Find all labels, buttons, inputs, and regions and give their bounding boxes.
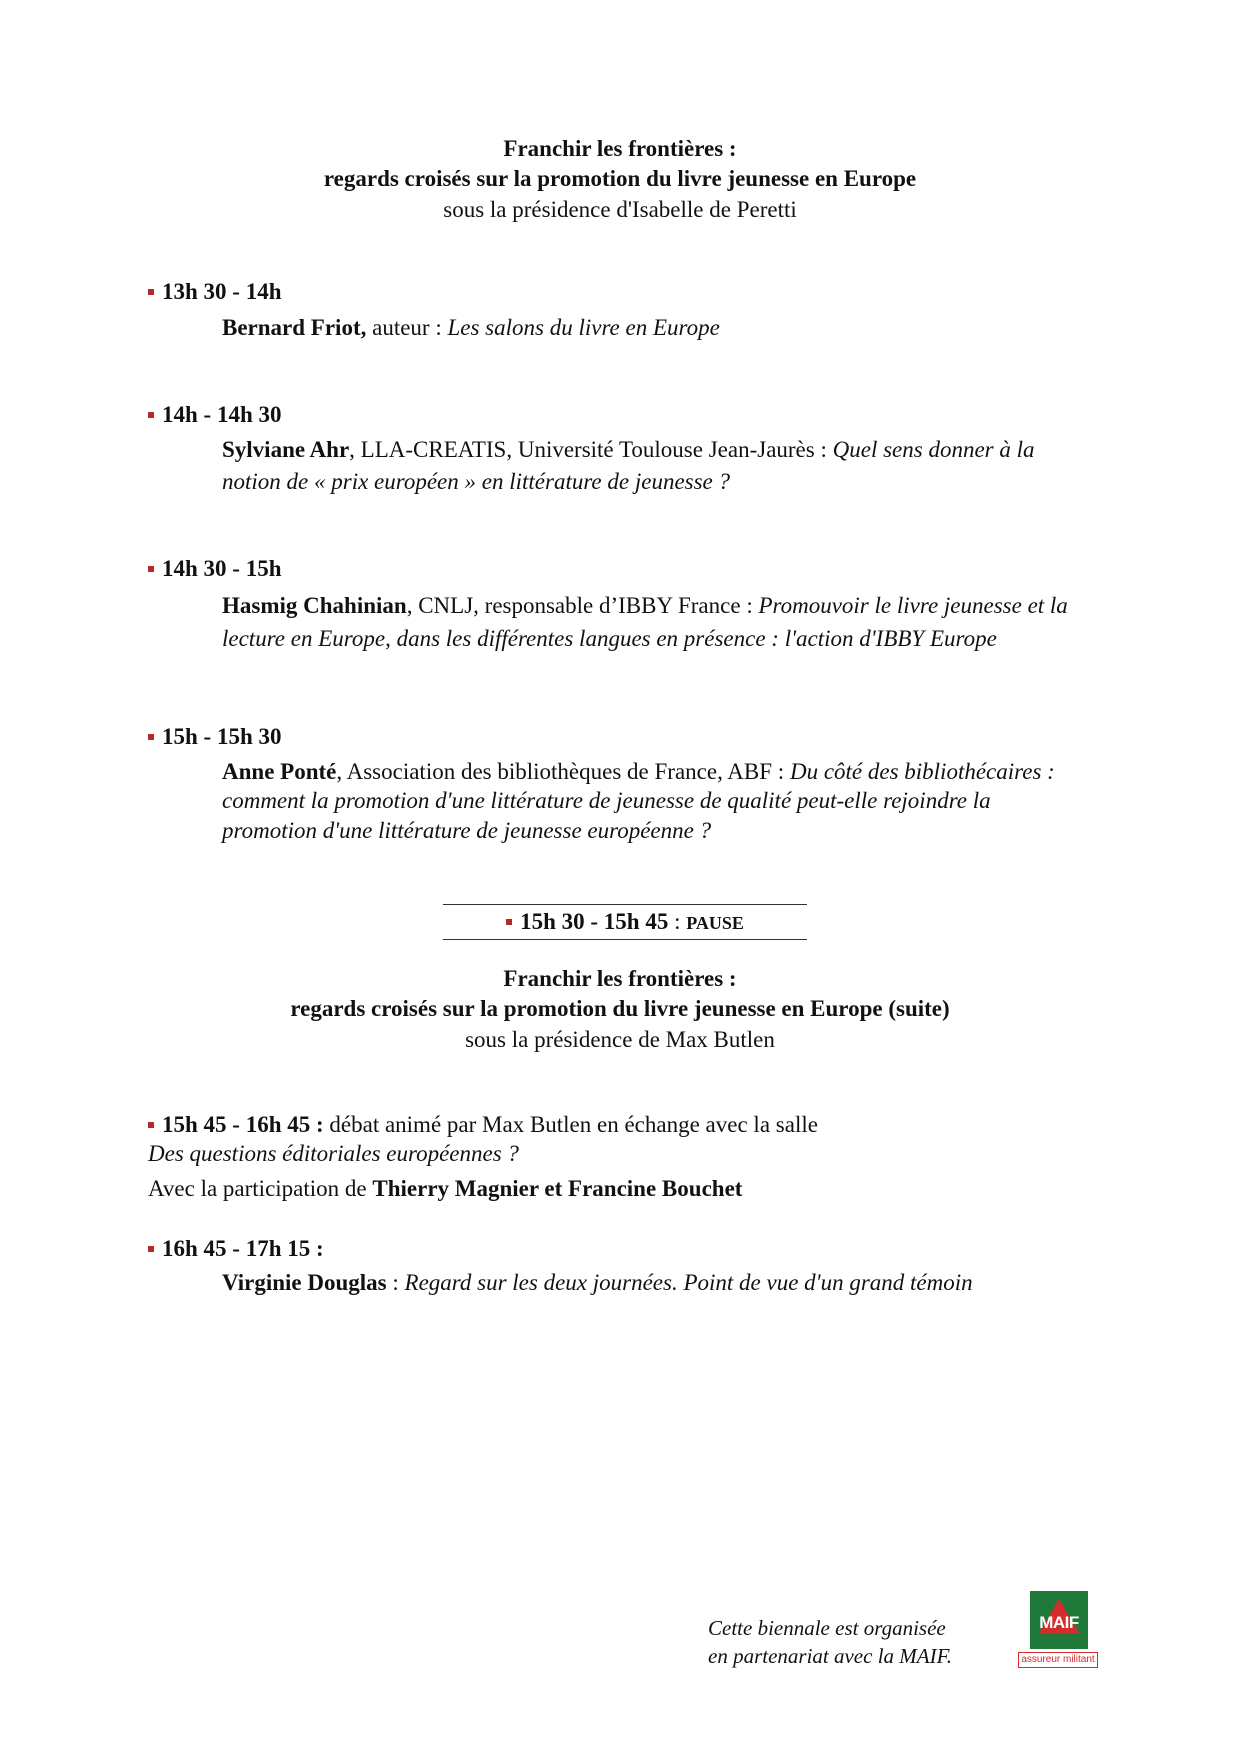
slot-3-role: , CNLJ, responsable d’IBBY France : xyxy=(406,593,759,618)
pause-time: 15h 30 - 15h 45 xyxy=(520,909,669,934)
slot-2-time: 14h - 14h 30 xyxy=(148,400,282,430)
slot-2-details xyxy=(222,434,1082,498)
slot-3-speaker: Hasmig Chahinian xyxy=(222,593,407,618)
slot-1-role: auteur : xyxy=(366,315,448,340)
participants: Thierry Magnier et Francine Bouchet xyxy=(372,1176,743,1201)
debate-line xyxy=(148,1110,818,1140)
logo-text: MAIF xyxy=(1039,1613,1079,1632)
footer-note xyxy=(708,1614,952,1671)
maif-logo xyxy=(1030,1591,1088,1649)
slot-4-speaker: Anne Ponté xyxy=(222,759,337,784)
slot-4-details xyxy=(222,757,1082,845)
session1-heading xyxy=(0,134,1240,225)
pause-box xyxy=(443,904,807,940)
session2-heading xyxy=(0,964,1240,1055)
debate-question: Des questions éditoriales européennes ? xyxy=(148,1141,519,1166)
slot-4-talk: Du côté des bibliothécaires : comment la promotion d'une littérature de jeunesse de qualité peut-elle rejoindre la promotion d'une littérature de jeunesse européenne ? xyxy=(222,759,1055,843)
slot-2-speaker: Sylviane Ahr xyxy=(222,437,350,462)
footer-line2: en partenariat avec la MAIF. xyxy=(708,1644,952,1669)
logo-tagline: assureur militant xyxy=(1018,1652,1098,1668)
closing-separator: : xyxy=(386,1270,405,1295)
debate-desc: débat animé par Max Butlen en échange avec la salle xyxy=(323,1112,818,1137)
bullet-icon xyxy=(148,566,154,572)
debate-time: 15h 45 - 16h 45 : xyxy=(162,1112,324,1137)
closing-speaker: Virginie Douglas xyxy=(222,1270,387,1295)
slot-2-talk: Quel sens donner à la notion de « prix européen » en littérature de jeunesse ? xyxy=(222,437,1035,495)
slot-4-time: 15h - 15h 30 xyxy=(148,722,282,752)
session1-title-line1: Franchir les frontières : xyxy=(503,136,737,161)
session2-title-line1: Franchir les frontières : xyxy=(503,966,737,991)
bullet-icon xyxy=(506,919,512,925)
session2-presidency: sous la présidence de Max Butlen xyxy=(465,1026,775,1052)
bullet-icon xyxy=(148,1246,154,1252)
debate-participation xyxy=(148,1174,742,1204)
footer-line1: Cette biennale est organisée xyxy=(708,1616,946,1640)
slot-3-details xyxy=(222,589,1082,656)
closing-time: 16h 45 - 17h 15 : xyxy=(148,1234,324,1264)
slot-3-talk: Promouvoir le livre jeunesse et la lecture en Europe, dans les différentes langues en présence : l'action d'IBBY Europe xyxy=(222,593,1068,652)
bullet-icon xyxy=(148,1122,154,1128)
slot-3-time: 14h 30 - 15h xyxy=(148,554,282,584)
slot-1-time: 13h 30 - 14h xyxy=(148,277,282,307)
participation-prefix: Avec la participation de xyxy=(148,1176,373,1201)
slot-1-talk: Les salons du livre en Europe xyxy=(447,315,720,340)
slot-1-speaker: Bernard Friot, xyxy=(222,315,367,340)
slot-4-role: , Association des bibliothèques de France, ABF : xyxy=(336,759,790,784)
session2-title-line2: regards croisés sur la promotion du livre jeunesse en Europe (suite) xyxy=(290,996,950,1022)
session1-presidency: sous la présidence d'Isabelle de Peretti xyxy=(443,196,797,222)
bullet-icon xyxy=(148,289,154,295)
pause-separator: : xyxy=(668,909,687,934)
closing-details xyxy=(222,1268,1082,1298)
closing-talk: Regard sur les deux journées. Point de vue d'un grand témoin xyxy=(404,1270,973,1295)
pause-label: PAUSE xyxy=(686,913,744,933)
slot-2-role: , LLA-CREATIS, Université Toulouse Jean-Jaurès : xyxy=(349,437,833,462)
bullet-icon xyxy=(148,734,154,740)
bullet-icon xyxy=(148,412,154,418)
session1-title-line2: regards croisés sur la promotion du livre jeunesse en Europe xyxy=(323,166,917,192)
slot-1-details xyxy=(222,313,1082,343)
